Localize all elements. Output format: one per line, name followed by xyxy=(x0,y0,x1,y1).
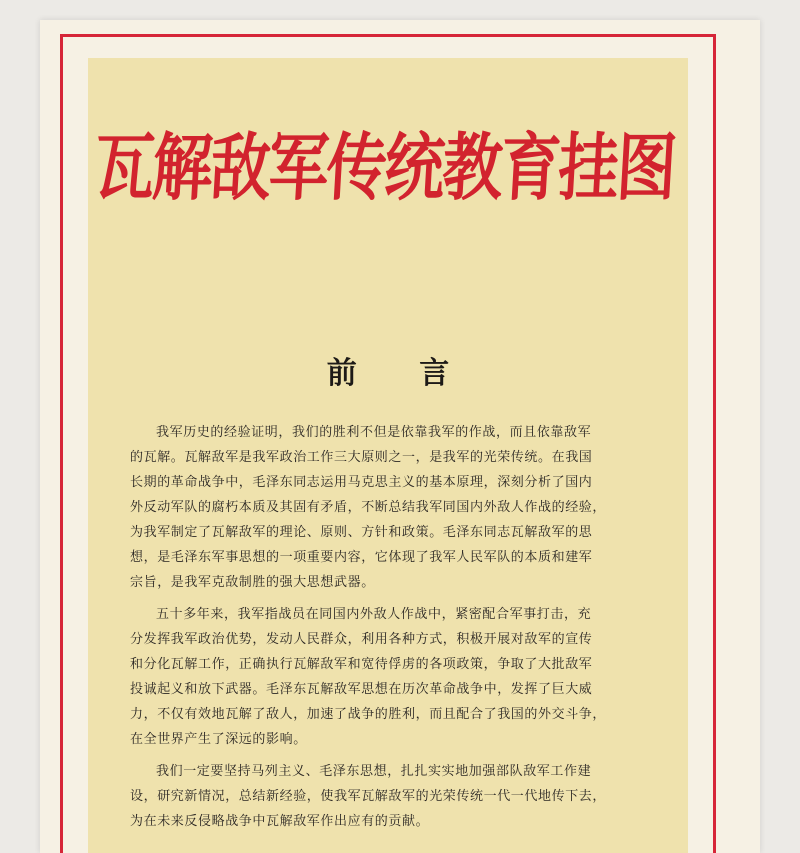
body-line: 我们一定要坚持马列主义、毛泽东思想，扎扎实实地加强部队敌军工作建 xyxy=(156,764,592,779)
body-line: 宗旨，是我军克敌制胜的强大思想武器。 xyxy=(130,575,375,590)
poster-title: 瓦解敌军传统教育挂图 xyxy=(92,125,678,212)
body-line: 分发挥我军政治优势，发动人民群众，利用各种方式，积极开展对敌军的宣传 xyxy=(130,632,593,647)
body-line: 外反动军队的腐朽本质及其固有矛盾，不断总结我军同国内外敌人作战的经验， xyxy=(130,500,607,515)
body-line: 为我军制定了瓦解敌军的理论、原则、方针和政策。毛泽东同志瓦解敌军的思 xyxy=(130,525,593,540)
body-line: 五十多年来，我军指战员在同国内外敌人作战中，紧密配合军事打击，充 xyxy=(156,607,592,622)
body-line: 长期的革命战争中，毛泽东同志运用马克思主义的基本原理，深刻分析了国内 xyxy=(130,475,593,490)
body-line: 想，是毛泽东军事思想的一项重要内容，它体现了我军人民军队的本质和建军 xyxy=(130,550,593,565)
body-line: 在全世界产生了深远的影响。 xyxy=(130,732,307,747)
body-line: 投诚起义和放下武器。毛泽东瓦解敌军思想在历次革命战争中，发挥了巨大威 xyxy=(130,682,593,697)
preface-heading: 前 言 xyxy=(326,356,476,391)
preface-body xyxy=(130,420,670,834)
body-line: 力，不仅有效地瓦解了敌人，加速了战争的胜利，而且配合了我国的外交斗争， xyxy=(130,707,607,722)
body-line: 和分化瓦解工作，正确执行瓦解敌军和宽待俘虏的各项政策，争取了大批敌军 xyxy=(130,657,593,672)
body-line: 为在未来反侵略战争中瓦解敌军作出应有的贡献。 xyxy=(130,814,430,829)
body-line: 的瓦解。瓦解敌军是我军政治工作三大原则之一，是我军的光荣传统。在我国 xyxy=(130,450,593,465)
body-line: 我军历史的经验证明，我们的胜利不但是依靠我军的作战，而且依靠敌军 xyxy=(156,425,592,440)
body-line: 设，研究新情况，总结新经验，使我军瓦解敌军的光荣传统一代一代地传下去， xyxy=(130,789,607,804)
